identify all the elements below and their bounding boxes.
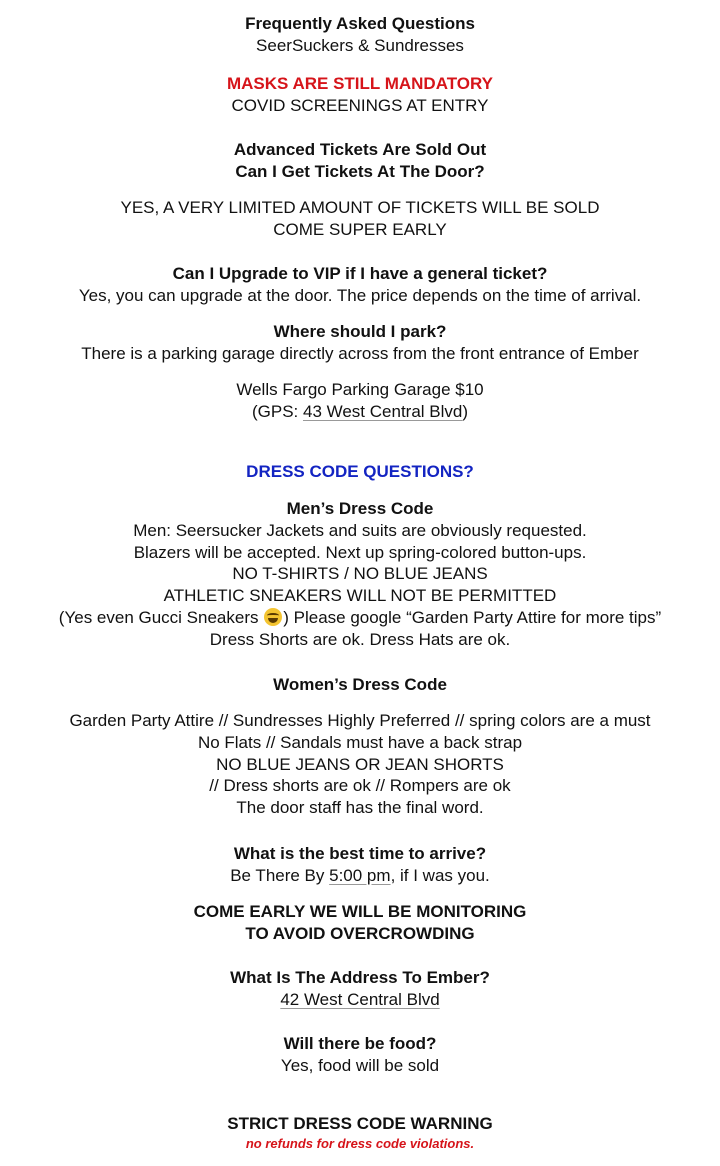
arrival-time-link[interactable]: 5:00 pm [329, 865, 391, 885]
arrival-answer-suffix: , if I was you. [390, 865, 490, 885]
dress-code-warning [0, 1113, 720, 1153]
womens-line-5: The door staff has the final word. [236, 798, 484, 818]
womens-line-2: No Flats // Sandals must have a back strap [197, 732, 523, 752]
tickets-door-question: Can I Get Tickets At The Door? [235, 161, 485, 181]
address-faq [0, 967, 720, 1011]
parking-answer: There is a parking garage directly across from the front entrance of Ember [81, 343, 639, 363]
address-answer [0, 989, 720, 1011]
warning-title: STRICT DRESS CODE WARNING [227, 1114, 493, 1133]
arrival-faq [0, 843, 720, 887]
masks-alert: MASKS ARE STILL MANDATORY [226, 74, 494, 93]
mens-line-2: Blazers will be accepted. Next up spring-colored button-ups. [133, 542, 587, 562]
vip-answer: Yes, you can upgrade at the door. The price depends on the time of arrival. [78, 285, 642, 305]
address-link[interactable]: 42 West Central Blvd [280, 989, 440, 1009]
tickets-answer [0, 197, 720, 241]
parking-garage-info [0, 379, 720, 423]
mens-line-5-suffix: ) Please google “Garden Party Attire for more tips” [283, 607, 662, 627]
arrival-answer [0, 865, 720, 887]
womens-line-3: NO BLUE JEANS OR JEAN SHORTS [216, 754, 504, 774]
laughing-emoji-icon [264, 608, 282, 626]
covid-screening-notice: COVID SCREENINGS AT ENTRY [231, 95, 489, 115]
faq-header [0, 13, 720, 57]
warning-subtitle: no refunds for dress code violations. [245, 1135, 475, 1151]
address-question: What Is The Address To Ember? [230, 968, 490, 987]
gps-address-link[interactable]: 43 West Central Blvd [302, 401, 463, 421]
mens-line-5-prefix: (Yes even Gucci Sneakers [58, 607, 264, 627]
tickets-answer-line: YES, A VERY LIMITED AMOUNT OF TICKETS WILL BE SOLD [120, 198, 600, 217]
overcrowding-line-2: TO AVOID OVERCROWDING [245, 923, 475, 943]
gps-line [0, 401, 720, 423]
mens-dress-code-title: Men’s Dress Code [286, 499, 434, 518]
mens-line-6: Dress Shorts are ok. Dress Hats are ok. [209, 629, 511, 649]
vip-question: Can I Upgrade to VIP if I have a general ticket? [172, 264, 548, 283]
tickets-come-early: COME SUPER EARLY [273, 219, 447, 239]
overcrowding-notice [0, 901, 720, 945]
food-faq [0, 1033, 720, 1077]
tickets-question [0, 139, 720, 183]
womens-dress-code-title-block [0, 674, 720, 696]
food-answer: Yes, food will be sold [280, 1055, 440, 1075]
womens-line-1: Garden Party Attire // Sundresses Highly Preferred // spring colors are a must [69, 711, 651, 730]
womens-dress-code [0, 710, 720, 819]
mens-line-1: Men: Seersucker Jackets and suits are obviously requested. [133, 520, 587, 540]
dress-code-heading: DRESS CODE QUESTIONS? [246, 462, 474, 481]
tickets-sold-out-heading: Advanced Tickets Are Sold Out [233, 140, 487, 159]
arrival-question: What is the best time to arrive? [233, 844, 487, 863]
dress-code-section [0, 461, 720, 483]
womens-dress-code-title: Women’s Dress Code [273, 675, 447, 694]
gps-prefix: (GPS: [251, 401, 303, 421]
page-title: Frequently Asked Questions [245, 14, 475, 33]
arrival-answer-prefix: Be There By [230, 865, 330, 885]
food-question: Will there be food? [283, 1034, 437, 1053]
vip-faq [0, 263, 720, 307]
parking-faq [0, 321, 720, 365]
covid-alert [0, 73, 720, 117]
parking-question: Where should I park? [273, 322, 447, 341]
mens-line-5 [0, 607, 720, 629]
overcrowding-line-1: COME EARLY WE WILL BE MONITORING [193, 902, 527, 921]
womens-line-4: // Dress shorts are ok // Rompers are ok [209, 776, 511, 796]
mens-dress-code [0, 498, 720, 651]
gps-suffix: ) [462, 401, 469, 421]
mens-line-4: ATHLETIC SNEAKERS WILL NOT BE PERMITTED [163, 586, 557, 606]
mens-line-3: NO T-SHIRTS / NO BLUE JEANS [232, 564, 488, 584]
garage-name: Wells Fargo Parking Garage $10 [236, 380, 484, 399]
page-subtitle: SeerSuckers & Sundresses [256, 35, 464, 55]
